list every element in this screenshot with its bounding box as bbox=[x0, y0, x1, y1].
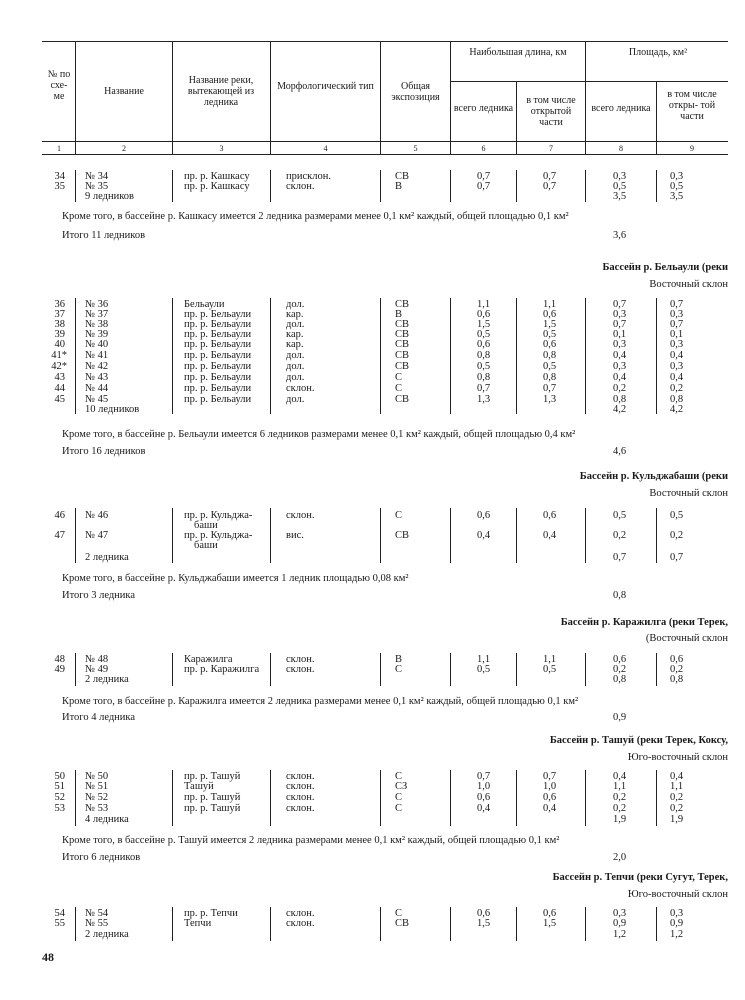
col-num-6: 6 bbox=[481, 144, 486, 153]
table-row: 48 № 48 Каражилга склон. В 1,1 1,1 0,6 0,6 bbox=[54, 654, 684, 665]
table-header bbox=[42, 41, 728, 155]
section-note: Кроме того, в бассейне р. Кашкасу имеется 2 ледника размерами менее 0,1 км² каждый, общей площадью 0,1 км² bbox=[62, 211, 569, 222]
header-group-rule bbox=[450, 81, 728, 82]
section-slope: (Восточный склон bbox=[645, 633, 728, 644]
section-total-label: Итого 4 ледника bbox=[62, 712, 136, 723]
table-row-subtotal: 2 ледника 1,2 1,2 bbox=[85, 929, 684, 940]
header-col-length-open: в том числе открытой части bbox=[526, 95, 576, 128]
section-note: Кроме того, в бассейне р. Каражилга имеется 2 ледника размерами менее 0,1 км² каждый, общей площадью 0,1 км² bbox=[62, 696, 579, 707]
section-slope: Юго-восточный склон bbox=[627, 752, 728, 763]
col-num-5: 5 bbox=[413, 144, 418, 153]
section-title: Бассейн р. Тепчи (реки Сугут, Терек, bbox=[552, 872, 728, 883]
header-col-area-open: в том числе откры- той части bbox=[667, 89, 717, 122]
header-col-name: Название bbox=[104, 86, 144, 97]
section-total-value: 2,0 bbox=[613, 852, 627, 863]
header-col-length-total: всего ледника bbox=[453, 103, 514, 114]
section-total-label: Итого 11 ледников bbox=[62, 230, 146, 241]
section-title: Бассейн р. Кульджабаши (реки bbox=[579, 471, 728, 482]
col-num-1: 1 bbox=[57, 144, 61, 153]
table-row: 37 № 37 пр. р. Бельаули кар. В 0,6 0,6 0,3 0,3 bbox=[54, 309, 684, 320]
header-bottom-rule bbox=[42, 154, 728, 155]
table-row-subtotal: 2 ледника 0,8 0,8 bbox=[85, 674, 684, 685]
table-row: 41* № 41 пр. р. Бельаули дол. СВ 0,8 0,8 0,4 0,4 bbox=[51, 350, 684, 361]
table-row-subtotal: 2 ледника 0,7 0,7 bbox=[85, 552, 684, 563]
section-note: Кроме того, в бассейне р. Бельаули имеется 6 ледников размерами менее 0,1 км² каждый, общей площадью 0,4 км² bbox=[62, 429, 576, 440]
table-row: 43 № 43 пр. р. Бельаули дол. С 0,8 0,8 0,4 0,4 bbox=[54, 372, 684, 383]
section-total-value: 0,9 bbox=[613, 712, 627, 723]
table-row: 38 № 38 пр. р. Бельаули дол. СВ 1,5 1,5 0,7 0,7 bbox=[54, 319, 684, 330]
table-row: 50 № 50 пр. р. Ташуй склон. С 0,7 0,7 0,4 0,4 bbox=[54, 771, 684, 782]
section-slope: Восточный склон bbox=[649, 488, 728, 499]
header-mid-rule bbox=[42, 141, 728, 142]
header-col-river: Название реки, вытекающей из ледника bbox=[187, 75, 255, 108]
table-row: 39 № 39 пр. р. Бельаули кар. СВ 0,5 0,5 0,1 0,1 bbox=[54, 329, 684, 340]
table-row: 53 № 53 пр. р. Ташуй склон. С 0,4 0,4 0,2 0,2 bbox=[54, 803, 684, 814]
section-title: Бассейн р. Каражилга (реки Терек, bbox=[560, 617, 728, 628]
section-slope: Юго-восточный склон bbox=[627, 889, 728, 900]
table-row: 36 № 36 Бельаули дол. СВ 1,1 1,1 0,7 0,7 bbox=[54, 299, 684, 310]
section-note: Кроме того, в бассейне р. Кульджабаши имеется 1 ледник площадью 0,08 км² bbox=[62, 573, 409, 584]
table-row: 46 № 46 пр. р. Кульджа- склон. С 0,6 0,6 0,5 0,5 bbox=[54, 510, 684, 521]
col-num-4: 4 bbox=[323, 144, 328, 153]
page-number: 48 bbox=[42, 950, 54, 964]
header-group-area: Площадь, км² bbox=[628, 47, 688, 58]
col-num-8: 8 bbox=[619, 144, 623, 153]
table-row-subtotal: 9 ледников 3,5 3,5 bbox=[85, 191, 684, 202]
table-row: 45 № 45 пр. р. Бельаули дол. СВ 1,3 1,3 0,8 0,8 bbox=[54, 394, 684, 405]
table-row: 42* № 42 пр. р. Бельаули дол. СВ 0,5 0,5 0,3 0,3 bbox=[51, 361, 684, 372]
table-row: 34 № 34 пр. р. Кашкасу присклон. СВ 0,7 0,7 0,3 0,3 bbox=[54, 171, 684, 182]
table-row: 52 № 52 пр. р. Ташуй склон. С 0,6 0,6 0,2 0,2 bbox=[54, 792, 684, 803]
section-title: Бассейн р. Бельаули (реки bbox=[602, 262, 728, 273]
table-row-subtotal: 4 ледника 1,9 1,9 bbox=[85, 814, 684, 825]
header-col-number: № по схе- ме bbox=[47, 69, 71, 102]
table-row: 40 № 40 пр. р. Бельаули кар. СВ 0,6 0,6 0,3 0,3 bbox=[54, 339, 684, 350]
section-slope: Восточный склон bbox=[649, 279, 728, 290]
section-total-value: 4,6 bbox=[613, 446, 627, 457]
table-row: 51 № 51 Ташуй склон. СЗ 1,0 1,0 1,1 1,1 bbox=[54, 781, 684, 792]
header-col-morph-type: Морфологический тип bbox=[277, 81, 374, 92]
table-row: 35 № 35 пр. р. Кашкасу склон. В 0,7 0,7 0,5 0,5 bbox=[54, 181, 684, 192]
table-row: 49 № 49 пр. р. Каражилга склон. С 0,5 0,5 0,2 0,2 bbox=[54, 664, 684, 675]
col-num-3: 3 bbox=[219, 144, 224, 153]
col-num-7: 7 bbox=[549, 144, 553, 153]
header-top-rule bbox=[42, 41, 728, 42]
header-group-length: Наибольшая длина, км bbox=[469, 47, 567, 58]
table-row-continuation: баши bbox=[194, 540, 218, 551]
header-col-area-total: всего ледника bbox=[591, 103, 651, 114]
header-col-exposure: Общая экспозиция bbox=[391, 81, 440, 103]
table-row: 55 № 55 Тепчи склон. СВ 1,5 1,5 0,9 0,9 bbox=[54, 918, 684, 929]
section-total-label: Итого 3 ледника bbox=[62, 590, 136, 601]
col-num-2: 2 bbox=[122, 144, 126, 153]
section-total-label: Итого 16 ледников bbox=[62, 446, 146, 457]
table-row-subtotal: 10 ледников 4,2 4,2 bbox=[85, 404, 684, 415]
section-note: Кроме того, в бассейне р. Ташуй имеется 2 ледника размерами менее 0,1 км² каждый, общей площадью 0,1 км² bbox=[62, 835, 560, 846]
table-row-continuation: баши bbox=[194, 520, 218, 531]
section-total-value: 3,6 bbox=[613, 230, 627, 241]
section-total-label: Итого 6 ледников bbox=[62, 852, 141, 863]
table-row: 44 № 44 пр. р. Бельаули склон. С 0,7 0,7 0,2 0,2 bbox=[54, 383, 684, 394]
table-row: 54 № 54 пр. р. Тепчи склон. С 0,6 0,6 0,3 0,3 bbox=[54, 908, 684, 919]
table-row: 47 № 47 пр. р. Кульджа- вис. СВ 0,4 0,4 0,2 0,2 bbox=[54, 530, 684, 541]
section-title: Бассейн р. Ташуй (реки Терек, Коксу, bbox=[549, 735, 728, 746]
col-num-9: 9 bbox=[690, 144, 694, 153]
section-total-value: 0,8 bbox=[613, 590, 627, 601]
